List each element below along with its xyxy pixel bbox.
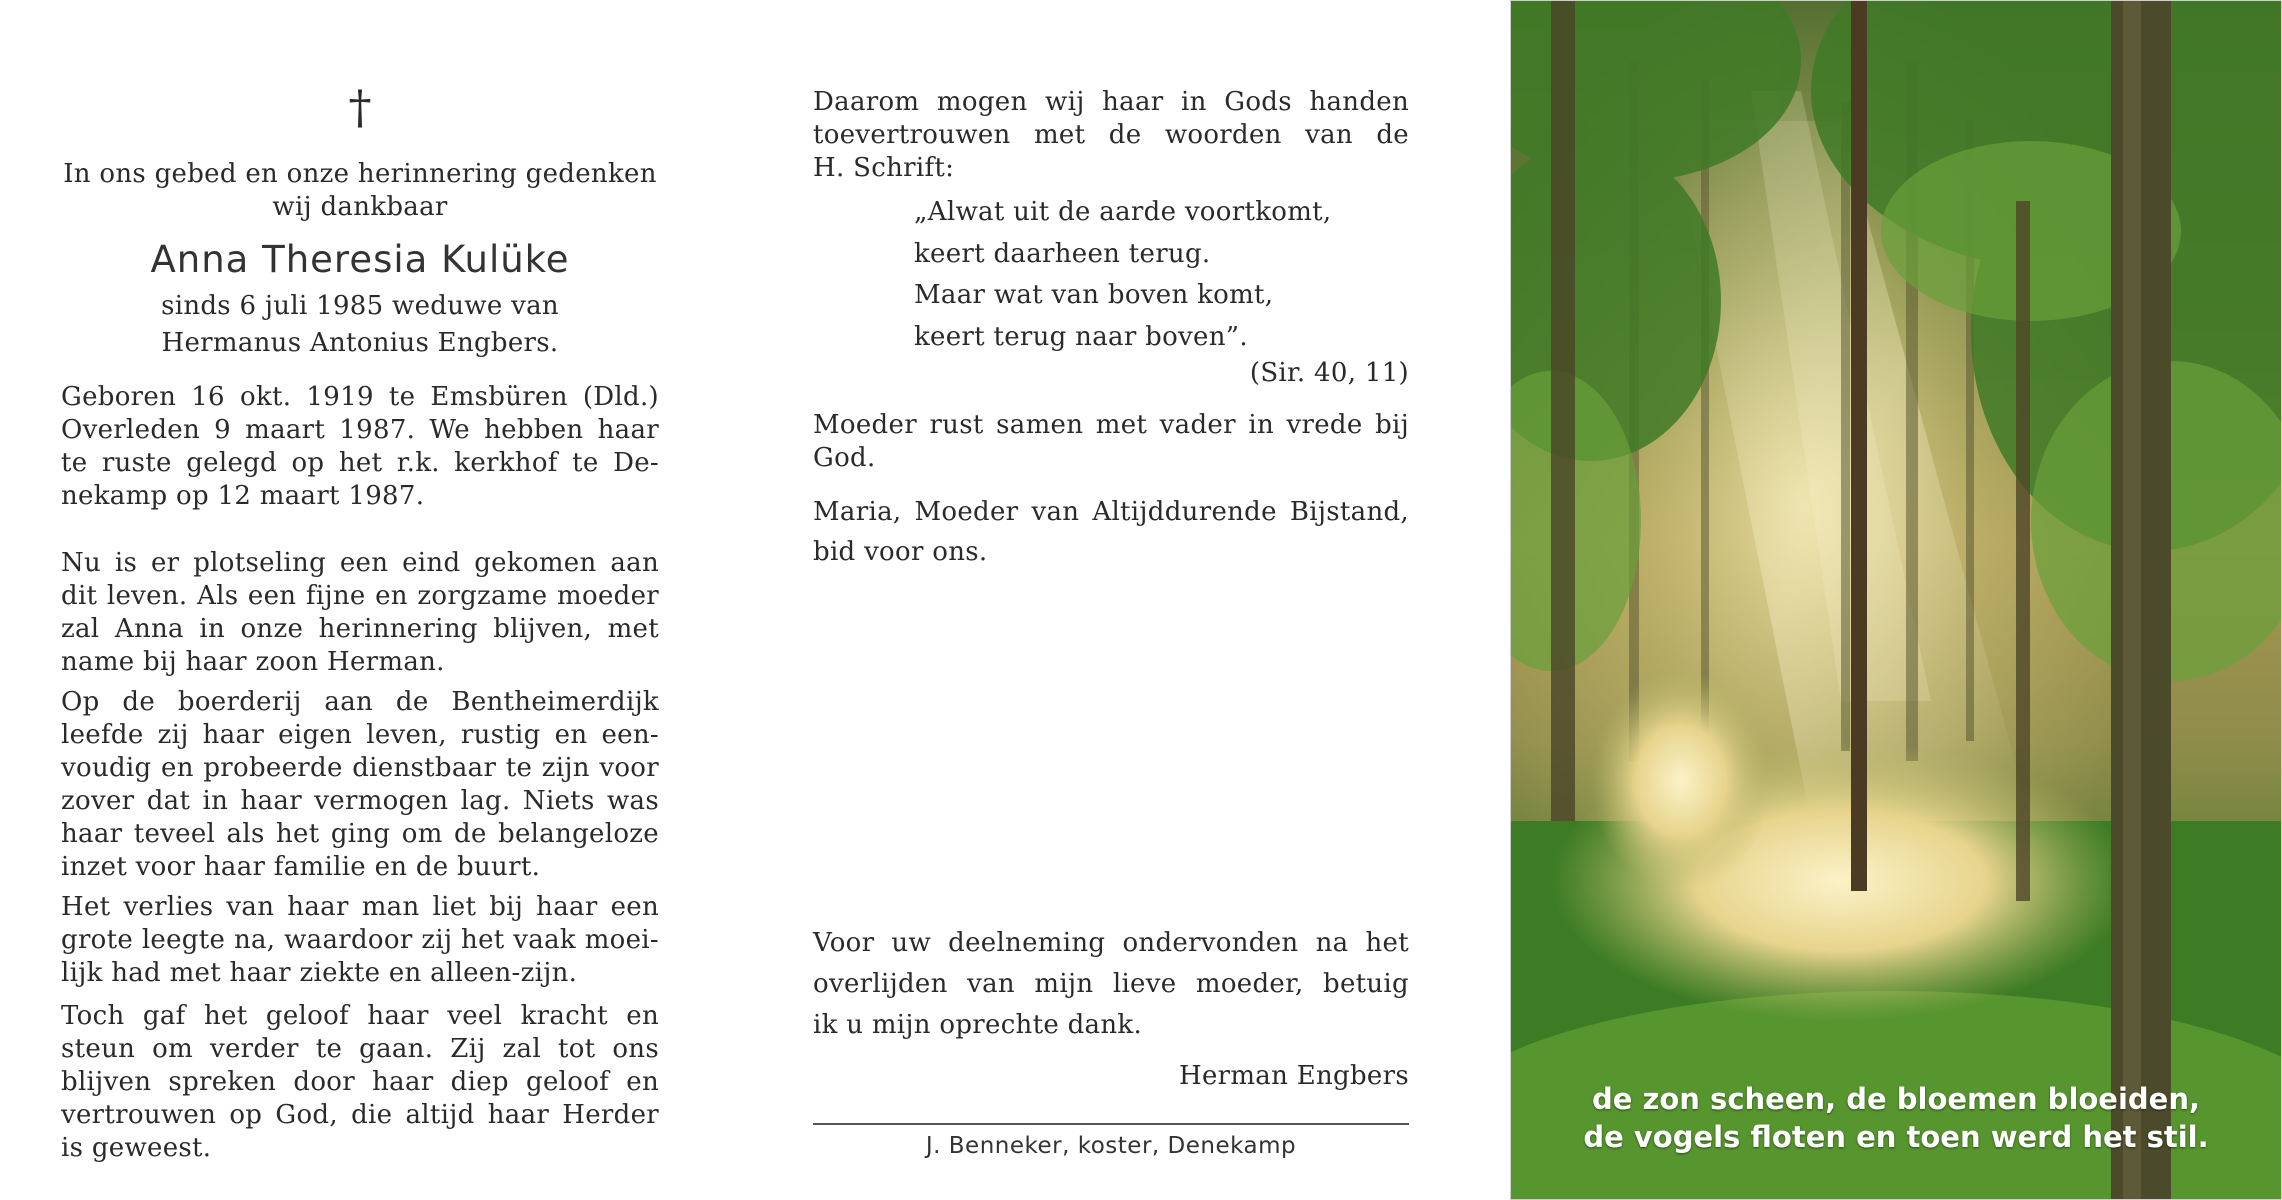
text-line: bid voor ons.: [813, 537, 988, 567]
text-line: inzet voor haar familie en de buurt.: [61, 852, 541, 882]
text-line: ik u mijn oprechte dank.: [813, 1010, 1143, 1040]
text-line: Daarom mogen wij haar in Gods handen: [813, 87, 1409, 117]
text-line: God.: [813, 443, 876, 473]
forest-photo: [1510, 0, 2282, 1200]
quote-line: „Alwat uit de aarde voortkomt,: [914, 197, 1332, 227]
text-line: leefde zij haar eigen leven, rustig en een-: [61, 720, 659, 750]
signature: Herman Engbers: [1178, 1061, 1409, 1091]
text-line: Overleden 9 maart 1987. We hebben haar: [61, 415, 659, 445]
widow-line: sinds 6 juli 1985 weduwe van: [161, 291, 559, 321]
text-line: haar teveel als het ging om de belangeloze: [61, 819, 659, 849]
quote-line: keert daarheen terug.: [914, 238, 1211, 269]
dates-paragraph: [61, 381, 659, 513]
maria-paragraph: [813, 492, 1409, 572]
text-line: grote leegte na, waardoor zij het vaak moei-: [61, 925, 659, 955]
text-line: Nu is er plotseling een eind gekomen aan: [61, 548, 659, 578]
scripture-quote: [914, 192, 1334, 358]
intro-line: In ons gebed en onze herinnering gedenken: [63, 159, 657, 189]
left-page: [0, 0, 745, 1200]
thanks-paragraph: [813, 923, 1409, 1046]
paragraph-4: [61, 1000, 659, 1165]
text-line: Moeder rust samen met vader in vrede bij: [813, 410, 1409, 440]
text-line: Op de boerderij aan de Bentheimerdijk: [61, 687, 659, 717]
text-line: nekamp op 12 maart 1987.: [61, 481, 425, 511]
scripture-reference: (Sir. 40, 11): [1249, 358, 1409, 388]
text-line: name bij haar zoon Herman.: [61, 647, 445, 677]
caption-line: de zon scheen, de bloemen bloeiden,: [1591, 1082, 2201, 1116]
text-line: Het verlies van haar man liet bij haar een: [61, 892, 659, 922]
paragraph-3: [61, 891, 659, 990]
paragraph-1: [61, 547, 659, 679]
quote-line: keert terug naar boven”.: [914, 321, 1248, 352]
printer-credit: J. Benneker, koster, Denekamp: [925, 1133, 1297, 1159]
middle-page: [745, 0, 1490, 1200]
divider-line: [813, 1123, 1409, 1125]
text-line: blijven spreken door haar diep geloof en: [61, 1067, 659, 1097]
text-line: voudig en probeerde dienstbaar te zijn voor: [61, 753, 659, 783]
text-line: Voor uw deelneming ondervonden na het: [813, 928, 1409, 958]
text-line: toevertrouwen met de woorden van de: [813, 120, 1409, 150]
widow-line: Hermanus Antonius Engbers.: [161, 328, 559, 358]
rest-paragraph: [813, 409, 1409, 475]
text-line: te ruste gelegd op het r.k. kerkhof te De-: [61, 448, 659, 478]
text-line: Toch gaf het geloof haar veel kracht en: [61, 1001, 659, 1031]
text-line: zover dat in haar vermogen lag. Niets was: [61, 786, 659, 816]
text-line: H. Schrift:: [813, 153, 955, 183]
paragraph-2: [61, 686, 659, 884]
intro-line: wij dankbaar: [272, 192, 448, 222]
caption-line: de vogels floten en toen werd het stil.: [1583, 1120, 2209, 1154]
text-line: Maria, Moeder van Altijddurende Bijstand,: [813, 497, 1409, 527]
cross-icon: †: [348, 80, 372, 134]
text-line: steun om verder te gaan. Zij zal tot ons: [61, 1034, 659, 1064]
deceased-name: Anna Theresia Kulüke: [150, 238, 570, 281]
text-line: dit leven. Als een fijne en zorgzame moeder: [61, 581, 659, 611]
text-line: zal Anna in onze herinnering blijven, met: [61, 614, 659, 644]
quote-line: Maar wat van boven komt,: [914, 280, 1274, 310]
text-line: is geweest.: [61, 1133, 212, 1163]
text-line: Geboren 16 okt. 1919 te Emsbüren (Dld.): [61, 382, 659, 412]
text-line: lijk had met haar ziekte en alleen-zijn.: [61, 958, 578, 988]
intro-text: [40, 158, 680, 224]
text-line: overlijden van mijn lieve moeder, betuig: [813, 969, 1409, 999]
widow-text: [40, 290, 680, 360]
text-line: vertrouwen op God, die altijd haar Herder: [61, 1100, 659, 1130]
scripture-intro: [813, 86, 1409, 185]
